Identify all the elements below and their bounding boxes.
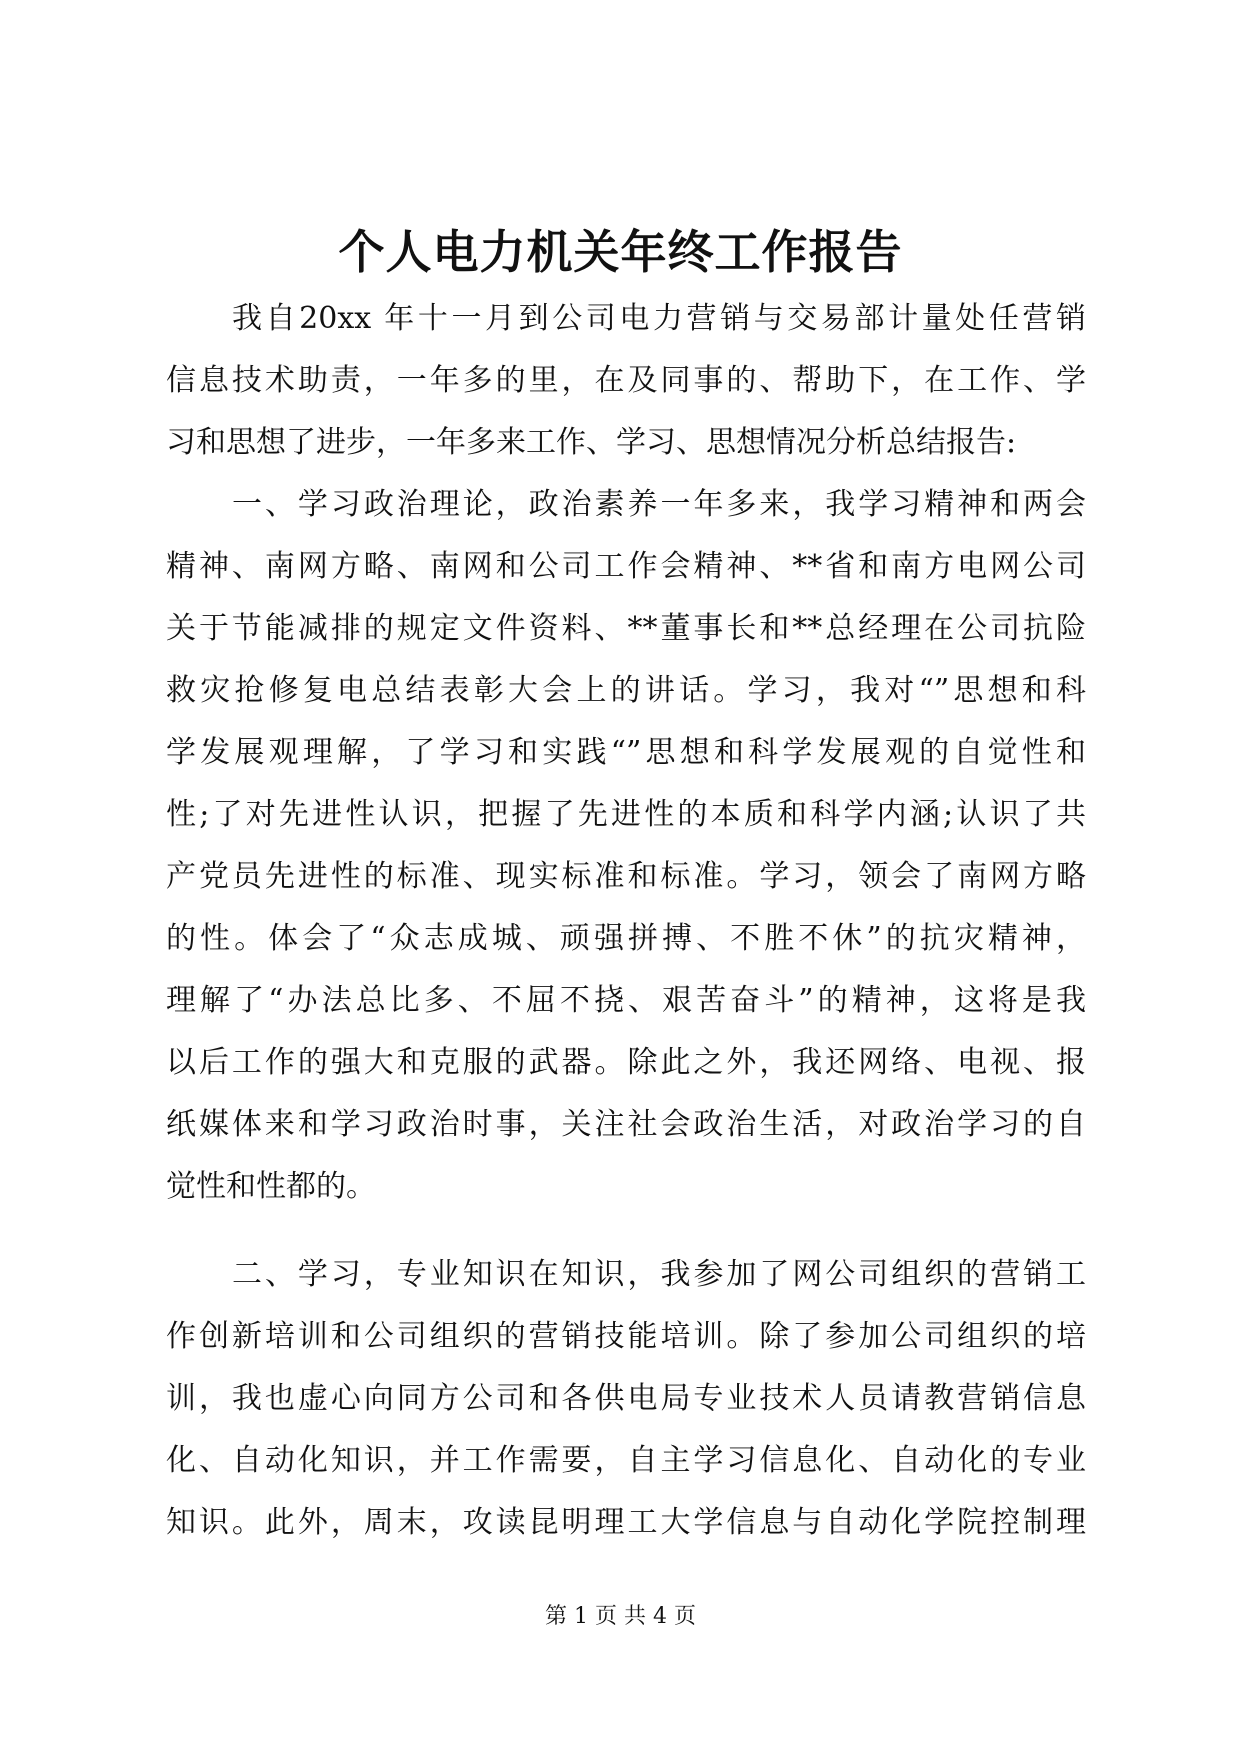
text-line: 知识。此外，周末，攻读昆明理工大学信息与自动化学院控制理: [166, 1505, 1086, 1540]
text-line: 信息技术助责，一年多的里，在及同事的、帮助下，在工作、学: [166, 363, 1086, 398]
paragraph-1: [166, 288, 1086, 474]
text-line: 救灾抢修复电总结表彰大会上的讲话。学习，我对“”思想和科: [166, 673, 1086, 708]
text-line: 一、学习政治理论，政治素养一年多来，我学习精神和两会: [232, 487, 1086, 522]
text-line: 我自20xx 年十一月到公司电力营销与交易部计量处任营销: [232, 301, 1086, 336]
text-line: 习和思想了进步，一年多来工作、学习、思想情况分析总结报告:: [166, 425, 1017, 460]
document-title: 个人电力机关年终工作报告: [338, 225, 903, 279]
text-line: 理解了“办法总比多、不屈不挠、艰苦奋斗”的精神，这将是我: [166, 983, 1086, 1018]
text-line: 精神、南网方略、南网和公司工作会精神、**省和南方电网公司: [166, 549, 1086, 584]
text-line: 学发展观理解，了学习和实践“”思想和科学发展观的自觉性和: [166, 735, 1086, 770]
document-body: [166, 288, 1086, 1554]
text-line: 二、学习，专业知识在知识，我参加了网公司组织的营销工: [232, 1257, 1086, 1292]
paragraph-spacing: [166, 1218, 1086, 1244]
paragraph-3: [166, 1244, 1086, 1554]
text-line: 的性。体会了“众志成城、顽强拼搏、不胜不休”的抗灾精神，: [166, 921, 1086, 956]
text-line: 作创新培训和公司组织的营销技能培训。除了参加公司组织的培: [166, 1319, 1086, 1354]
text-line: 化、自动化知识，并工作需要，自主学习信息化、自动化的专业: [166, 1443, 1086, 1478]
text-line: 性;了对先进性认识，把握了先进性的本质和科学内涵;认识了共: [166, 797, 1086, 832]
text-line: 产党员先进性的标准、现实标准和标准。学习，领会了南网方略: [166, 859, 1086, 894]
text-line: 纸媒体来和学习政治时事，关注社会政治生活，对政治学习的自: [166, 1107, 1086, 1142]
paragraph-2: [166, 474, 1086, 1218]
text-line: 关于节能减排的规定文件资料、**董事长和**总经理在公司抗险: [166, 611, 1086, 646]
text-line: 觉性和性都的。: [166, 1169, 376, 1204]
page-number-footer: 第 1 页 共 4 页: [545, 1604, 696, 1629]
text-line: 以后工作的强大和克服的武器。除此之外，我还网络、电视、报: [166, 1045, 1086, 1080]
text-line: 训，我也虚心向同方公司和各供电局专业技术人员请教营销信息: [166, 1381, 1086, 1416]
